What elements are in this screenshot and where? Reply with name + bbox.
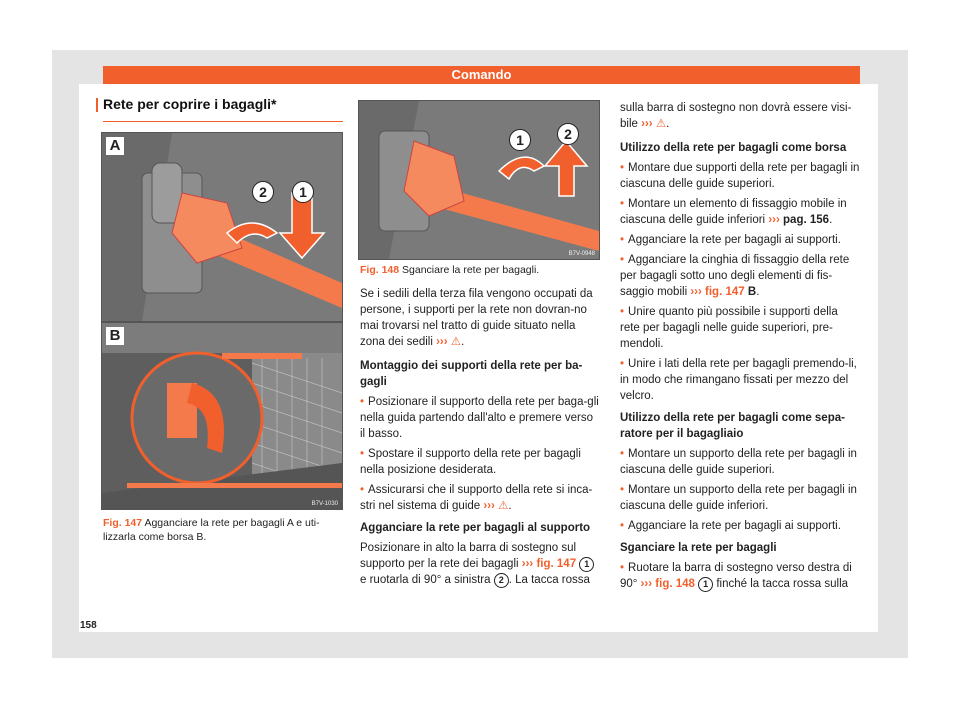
bullet-item: • Assicurarsi che il supporto della rete si inca-stri nel sistema di guide ››› ⚠. bbox=[360, 482, 600, 514]
figure-label-b: B bbox=[106, 327, 124, 345]
callout-1: 1 bbox=[292, 181, 314, 203]
section-title: Rete per coprire i bagagli* bbox=[103, 96, 277, 112]
figure-147-caption bbox=[103, 516, 343, 544]
callout-1: 1 bbox=[509, 129, 531, 151]
bullet-item: • Spostare il supporto della rete per bagagli nella posizione desiderata. bbox=[360, 446, 600, 478]
callout-2: 2 bbox=[557, 123, 579, 145]
figure-148 bbox=[358, 100, 600, 260]
figure-reference[interactable]: fig. 147 bbox=[536, 558, 577, 570]
bullet-item: • Posizionare il supporto della rete per baga-gli nella guida partendo dall'alto e premere verso il basso. bbox=[360, 394, 600, 442]
figure-147-code: B7V-1030 bbox=[311, 501, 338, 507]
figure-147-number: Fig. 147 bbox=[103, 517, 143, 529]
bullet-item: • Montare due supporti della rete per bagagli in ciascuna delle guide superiori. bbox=[620, 160, 860, 192]
bullet-item: • Agganciare la rete per bagagli ai supporti. bbox=[620, 232, 860, 248]
callout-2: 2 bbox=[252, 181, 274, 203]
bullet-item: • Agganciare la cinghia di fissaggio della rete per bagagli sotto uno degli elementi di fis-saggio mobili ››› fig. 147 B. bbox=[620, 252, 860, 300]
figure-reference[interactable]: fig. 147 bbox=[705, 286, 745, 298]
bullet-item: • Ruotare la barra di sostegno verso destra di 90° ››› fig. 148 1 finché la tacca rossa sulla bbox=[620, 560, 860, 592]
figure-148-caption-text: Sganciare la rete per bagagli. bbox=[402, 264, 540, 276]
bullet-item: • Unire i lati della rete per bagagli premendo-li, in modo che rimangano fissati per mezzo del velcro. bbox=[620, 356, 860, 404]
figure-147-b bbox=[101, 322, 343, 510]
heading-agganciare: Agganciare la rete per bagagli al supporto bbox=[360, 522, 591, 534]
section-title-rule bbox=[103, 121, 343, 122]
text-column-3 bbox=[620, 100, 860, 596]
figure-147-b-illustration bbox=[102, 323, 342, 509]
chapter-header: Comando bbox=[103, 66, 860, 84]
intro-paragraph: Se i sedili della terza fila vengono occupati da persone, i supporti per la rete non dovran-no mai trovarsi nel tratto di guide situato nella zona dei sedili ››› ⚠. bbox=[360, 288, 593, 348]
figure-label-a: A bbox=[106, 137, 124, 155]
bullet-item: • Montare un elemento di fissaggio mobile in ciascuna delle guide inferiori ››› pag. 156. bbox=[620, 196, 860, 228]
callout-ref-1: 1 bbox=[698, 577, 713, 592]
callout-ref-1: 1 bbox=[579, 557, 594, 572]
paragraph-agganciare: Posizionare in alto la barra di sostegno sul supporto per la rete dei bagagli ››› fig. 147 1 e ruotarla di 90° a sinistra 2 . La tacca rossa bbox=[360, 540, 600, 588]
figure-148-code: B7V-0948 bbox=[568, 251, 595, 257]
bullet-item: • Agganciare la rete per bagagli ai supporti. bbox=[620, 518, 860, 534]
figure-147-a bbox=[101, 132, 343, 322]
warning-icon: ⚠ bbox=[655, 118, 667, 130]
page-number: 158 bbox=[80, 620, 97, 631]
figure-147-caption-text: Agganciare la rete per bagagli A e uti-lizzarla come borsa B. bbox=[103, 517, 320, 543]
heading-montaggio: Montaggio dei supporti della rete per ba-gagli bbox=[360, 360, 583, 388]
warning-icon: ⚠ bbox=[498, 500, 509, 512]
bullet-item: • Montare un supporto della rete per bagagli in ciascuna delle guide superiori. bbox=[620, 446, 860, 478]
figure-148-number: Fig. 148 bbox=[360, 264, 400, 276]
heading-borsa: Utilizzo della rete per bagagli come borsa bbox=[620, 142, 847, 154]
bullet-item: • Unire quanto più possibile i supporti della rete per bagagli nelle guide superiori, pre-mendoli. bbox=[620, 304, 860, 352]
bullet-item: • Montare un supporto della rete per bagagli in ciascuna delle guide inferiori. bbox=[620, 482, 860, 514]
figure-147-a-illustration bbox=[102, 133, 342, 321]
section-title-marker bbox=[96, 98, 98, 112]
figure-reference[interactable]: fig. 148 bbox=[655, 578, 695, 590]
callout-ref-2: 2 bbox=[494, 573, 509, 588]
page-reference[interactable]: pag. 156 bbox=[783, 214, 830, 226]
heading-sganciare: Sganciare la rete per bagagli bbox=[620, 542, 777, 554]
figure-148-caption bbox=[360, 263, 600, 277]
warning-icon: ⚠ bbox=[450, 336, 462, 348]
text-column-2 bbox=[360, 286, 600, 596]
heading-separatore: Utilizzo della rete per bagagli come sepa-ratore per il bagagliaio bbox=[620, 412, 845, 440]
paragraph-continued: sulla barra di sostegno non dovrà essere visi-bile ››› ⚠. bbox=[620, 102, 852, 130]
